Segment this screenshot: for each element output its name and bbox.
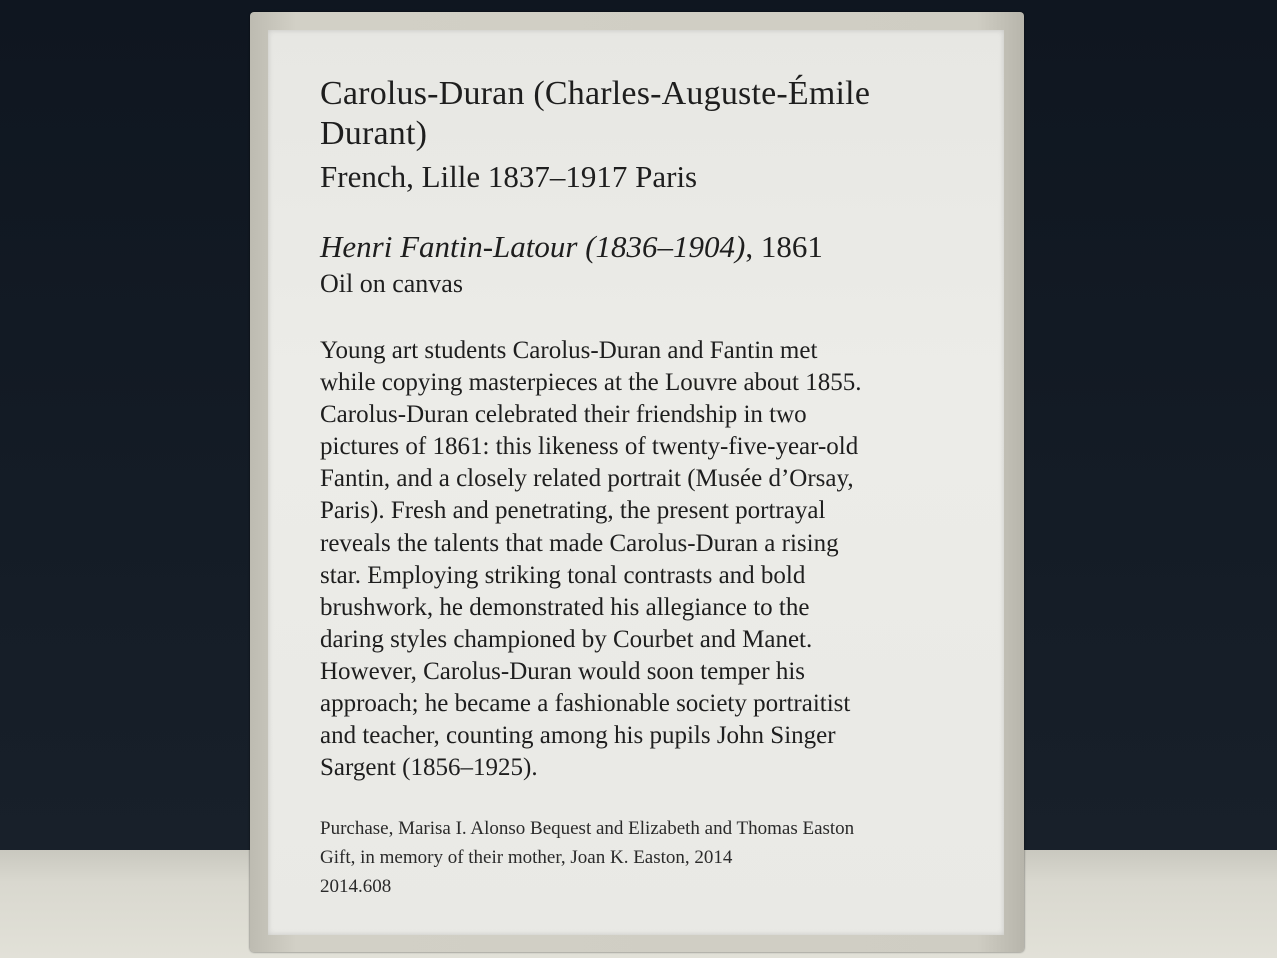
description-line: reveals the talents that made Carolus-Duran a rising [320, 529, 839, 557]
description-line: pictures of 1861: this likeness of twenty-five-year-old [320, 433, 859, 461]
description-line: daring styles championed by Courbet and Manet. [320, 625, 813, 653]
credit-line [320, 814, 960, 901]
artwork-date: , 1861 [745, 229, 823, 264]
credit-line-text: Gift, in memory of their mother, Joan K. Easton, 2014 [320, 847, 733, 868]
description-line: while copying masterpieces at the Louvre about 1855. [320, 369, 862, 397]
description-line: brushwork, he demonstrated his allegiance to the [320, 593, 810, 621]
description-line: Fantin, and a closely related portrait (Musée d’Orsay, [320, 465, 854, 493]
artwork-description [320, 335, 960, 784]
description-line: and teacher, counting among his pupils John Singer [320, 722, 836, 750]
description-line: Carolus-Duran celebrated their friendship in two [320, 401, 807, 429]
description-line: approach; he became a fashionable society portraitist [320, 690, 851, 718]
artist-nationality-dates: French, Lille 1837–1917 Paris [320, 159, 698, 194]
description-line: Sargent (1856–1925). [320, 754, 538, 782]
credit-line-text: Purchase, Marisa I. Alonso Bequest and Elizabeth and Thomas Easton [320, 818, 855, 839]
description-line: Young art students Carolus-Duran and Fantin met [320, 337, 818, 364]
description-line: However, Carolus-Duran would soon temper his [320, 657, 806, 685]
artwork-title: Henri Fantin-Latour (1836–1904) [320, 229, 746, 264]
artist-name-line: Carolus-Duran (Charles-Auguste-Émile [320, 75, 871, 112]
artist-name [320, 74, 960, 154]
artwork-title-line [320, 228, 960, 266]
description-line: star. Employing striking tonal contrasts and bold [320, 561, 806, 589]
artist-name-line: Durant) [320, 115, 428, 152]
artwork-medium: Oil on canvas [320, 269, 463, 298]
description-line: Paris). Fresh and penetrating, the present portrayal [320, 497, 826, 525]
accession-number: 2014.608 [320, 876, 392, 897]
